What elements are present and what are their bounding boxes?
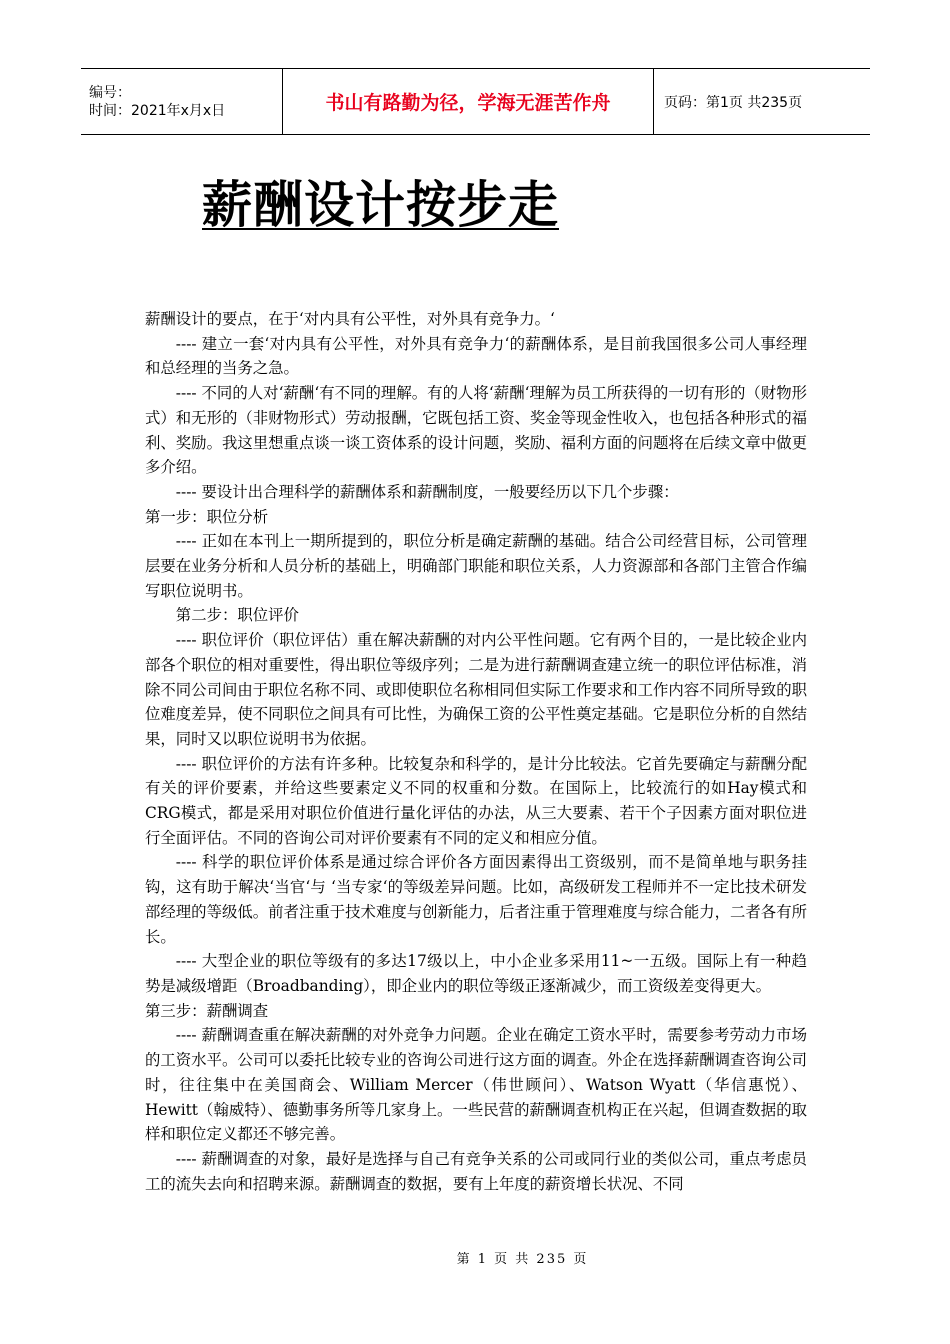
paragraph: 第一步：职位分析 [145, 507, 269, 526]
document-title: 薪酬设计按步走 [202, 176, 559, 234]
motto-text: 书山有路勤为径，学海无涯苦作舟 [325, 92, 611, 114]
header-meta-cell [81, 69, 282, 134]
paragraph: 第三步：薪酬调查 [145, 1001, 269, 1020]
footer-page-number: 第 1 页 共 235 页 [456, 1252, 589, 1267]
paragraph: ---- 正如在本刊上一期所提到的，职位分析是确定薪酬的基础。结合公司经营目标，公司管理层要在业务分析和人员分析的基础上，明确部门职能和职位关系，人力资源部和各部门主管合作编写职位说明书。 [145, 532, 807, 600]
paragraph: ---- 大型企业的职位等级有的多达17级以上，中小企业多采用11~一五级。国际上有一种趋势是减级增距（Broadbanding），即企业内的职位等级正逐渐减少，而工资级差变得更大。 [145, 952, 807, 995]
number-label: 编号： [89, 84, 131, 101]
header-table [81, 68, 870, 135]
paragraph: ---- 建立一套‘对内具有公平性，对外具有竞争力‘的薪酬体系，是目前我国很多公司人事经理和总经理的当务之急。 [145, 334, 807, 378]
body-text [145, 307, 807, 1196]
paragraph: ---- 不同的人对‘薪酬‘有不同的理解。有的人将‘薪酬‘理解为员工所获得的一切有形的（财物形式）和无形的（非财物形式）劳动报酬，它既包括工资、奖金等现金性收入，也包括各种形式的福利、奖励。我这里想重点谈一谈工资体系的设计问题，奖励、福利方面的问题将在后续文章中做更多介绍。 [145, 384, 807, 477]
header-motto-cell [282, 69, 654, 134]
page-info: 页码：第1页 共235页 [664, 94, 803, 111]
time-label: 时间：2021年x月x日 [89, 102, 226, 119]
paragraph: 薪酬设计的要点，在于‘对内具有公平性，对外具有竞争力。‘ [145, 310, 555, 328]
paragraph: 第二步：职位评价 [175, 606, 299, 625]
paragraph: ---- 科学的职位评价体系是通过综合评价各方面因素得出工资级别，而不是简单地与职务挂钩，这有助于解决‘当官‘与 ‘当专家‘的等级差异问题。比如，高级研发工程师并不一定比技术研发部经理的等级低。前者注重于技术难度与创新能力，后者注重于管理难度与综合能力，二者各有所长。 [145, 853, 807, 946]
paragraph: ---- 职位评价的方法有许多种。比较复杂和科学的，是计分比较法。它首先要确定与薪酬分配有关的评价要素，并给这些要素定义不同的权重和分数。在国际上，比较流行的如Hay模式和CRG模式，都是采用对职位价值进行量化评估的办法，从三大要素、若干个子因素方面对职位进行全面评估。不同的咨询公司对评价要素有不同的定义和相应分值。 [145, 754, 807, 847]
paragraph: ---- 薪酬调查的对象，最好是选择与自己有竞争关系的公司或同行业的类似公司，重点考虑员工的流失去向和招聘来源。薪酬调查的数据，要有上年度的薪资增长状况、不同 [145, 1149, 807, 1193]
paragraph: ---- 要设计出合理科学的薪酬体系和薪酬制度，一般要经历以下几个步骤： [175, 482, 679, 501]
header-page-cell [654, 69, 870, 134]
page-footer [0, 1248, 950, 1267]
paragraph: ---- 职位评价（职位评估）重在解决薪酬的对内公平性问题。它有两个目的，一是比较企业内部各个职位的相对重要性，得出职位等级序列；二是为进行薪酬调查建立统一的职位评估标准，消除不同公司间由于职位名称不同、或即使职位名称相同但实际工作要求和工作内容不同所导致的职位难度差异，使不同职位之间具有可比性，为确保工资的公平性奠定基础。它是职位分析的自然结果，同时又以职位说明书为依据。 [145, 631, 807, 748]
paragraph: ---- 薪酬调查重在解决薪酬的对外竞争力问题。企业在确定工资水平时，需要参考劳动力市场的工资水平。公司可以委托比较专业的咨询公司进行这方面的调查。外企在选择薪酬调查咨询公司时，往往集中在美国商会、William Mercer（伟世顾问）、Watson Wyatt（华信惠悦）、Hewitt（翰威特）、德勤事务所等几家身上。一些民营的薪酬调查机构正在兴起，但调查数据的取样和职位定义都还不够完善。 [145, 1026, 807, 1144]
